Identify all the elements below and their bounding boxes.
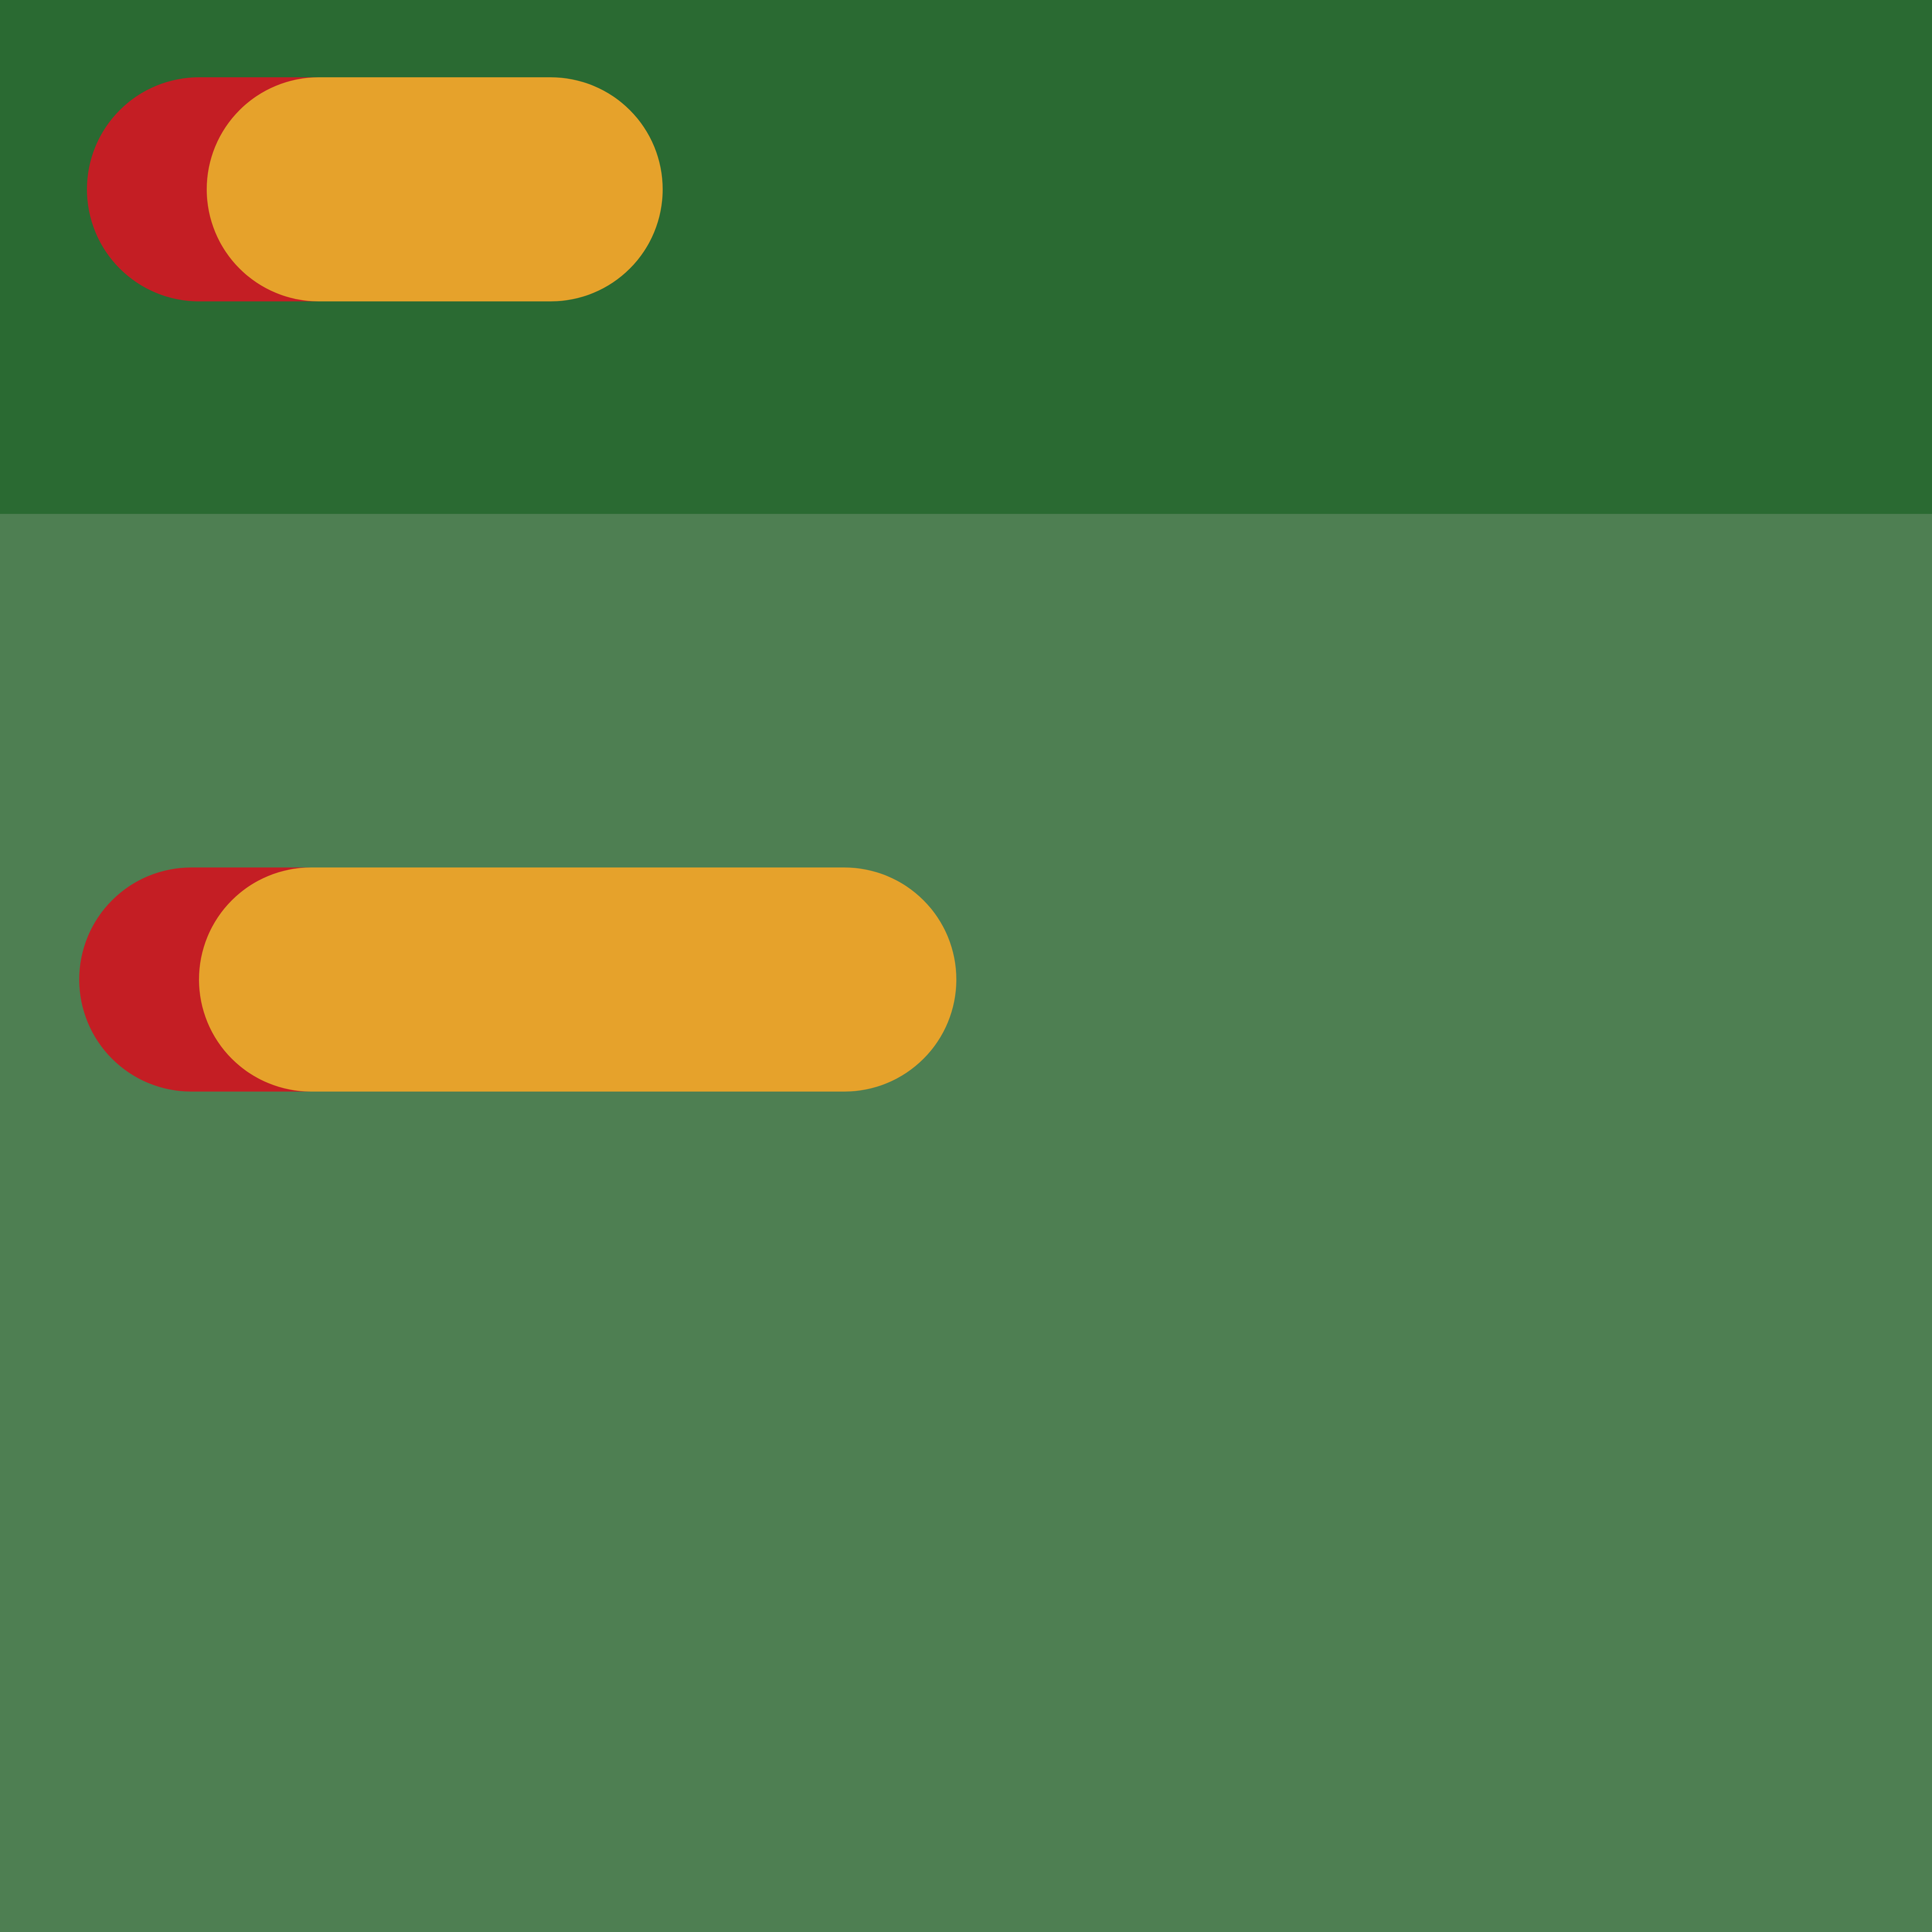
pill-gold-body [207, 77, 663, 301]
pill-gold-body [199, 867, 956, 1092]
section-1-pill [87, 77, 663, 301]
section-2-pill [79, 867, 956, 1092]
decorative-pattern-top [0, 580, 1932, 796]
